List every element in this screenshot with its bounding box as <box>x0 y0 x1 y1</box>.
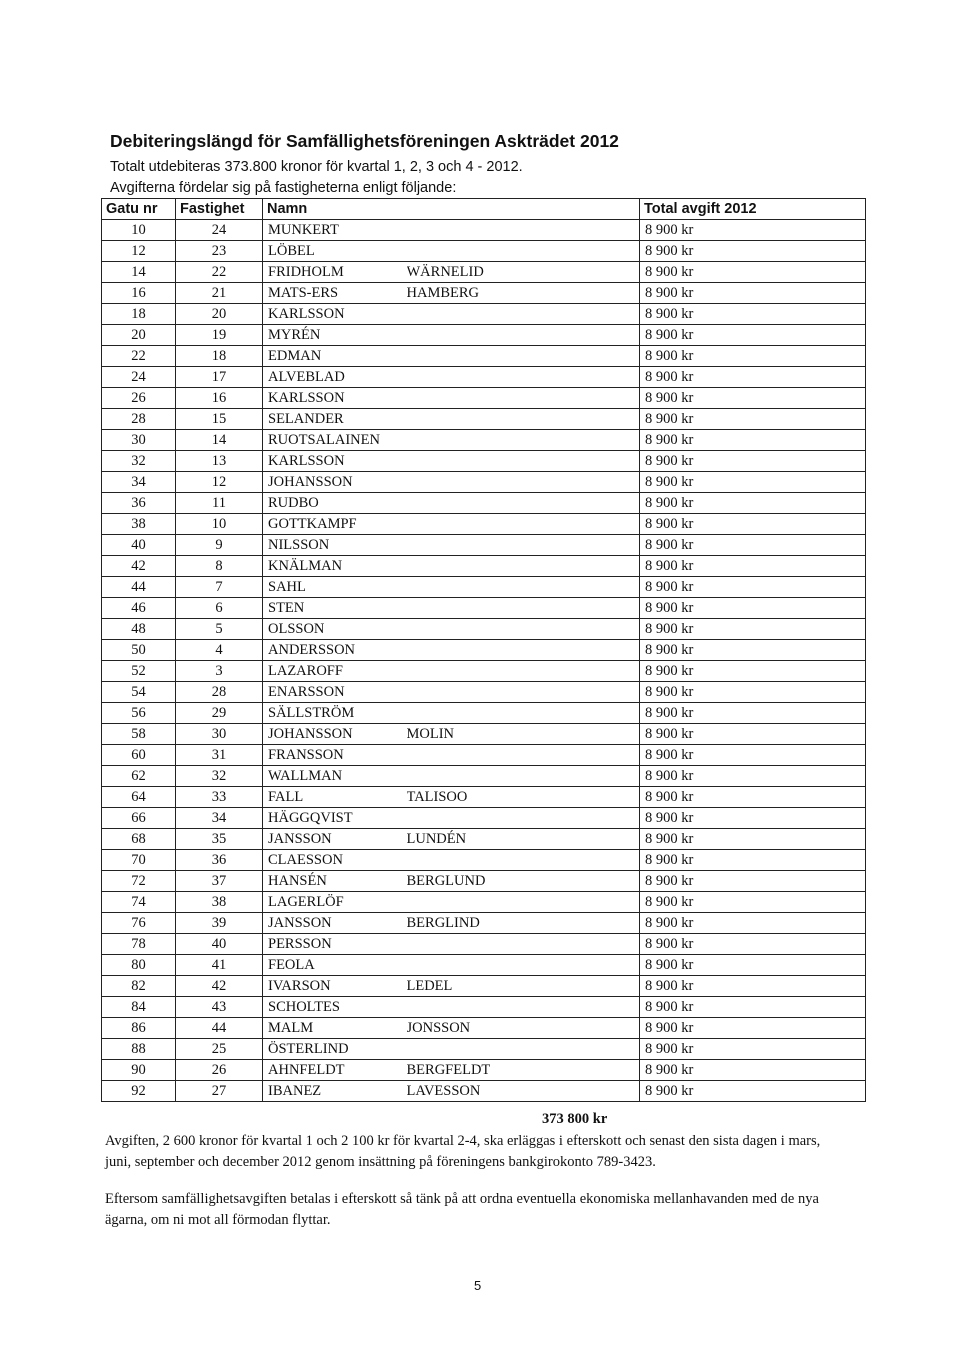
cell-avgift: 8 900 kr <box>640 472 866 493</box>
column-header-gatu-nr: Gatu nr <box>102 199 176 220</box>
cell-namn-second: BERGLUND <box>407 871 640 892</box>
table-row <box>102 850 866 871</box>
cell-gatu-nr: 64 <box>102 787 176 808</box>
cell-fastighet: 21 <box>176 283 263 304</box>
table-row <box>102 745 866 766</box>
cell-gatu-nr: 74 <box>102 892 176 913</box>
cell-avgift: 8 900 kr <box>640 787 866 808</box>
cell-gatu-nr: 36 <box>102 493 176 514</box>
cell-namn: KARLSSON <box>263 304 407 325</box>
table-row <box>102 892 866 913</box>
cell-gatu-nr: 16 <box>102 283 176 304</box>
cell-fastighet: 33 <box>176 787 263 808</box>
cell-avgift: 8 900 kr <box>640 808 866 829</box>
cell-avgift: 8 900 kr <box>640 1081 866 1102</box>
cell-namn-second: LAVESSON <box>407 1081 640 1102</box>
cell-namn-second <box>407 745 640 766</box>
cell-gatu-nr: 72 <box>102 871 176 892</box>
cell-fastighet: 44 <box>176 1018 263 1039</box>
cell-namn-second <box>407 325 640 346</box>
cell-gatu-nr: 26 <box>102 388 176 409</box>
cell-namn-second: MOLIN <box>407 724 640 745</box>
table-row <box>102 934 866 955</box>
table-row <box>102 724 866 745</box>
cell-namn-second <box>407 304 640 325</box>
table-row <box>102 808 866 829</box>
cell-fastighet: 4 <box>176 640 263 661</box>
cell-avgift: 8 900 kr <box>640 367 866 388</box>
cell-avgift: 8 900 kr <box>640 535 866 556</box>
cell-fastighet: 18 <box>176 346 263 367</box>
cell-gatu-nr: 44 <box>102 577 176 598</box>
cell-fastighet: 8 <box>176 556 263 577</box>
table-row <box>102 1060 866 1081</box>
cell-namn: MATS-ERS <box>263 283 407 304</box>
cell-avgift: 8 900 kr <box>640 325 866 346</box>
cell-namn: JOHANSSON <box>263 472 407 493</box>
cell-avgift: 8 900 kr <box>640 598 866 619</box>
table-row <box>102 262 866 283</box>
cell-gatu-nr: 50 <box>102 640 176 661</box>
cell-fastighet: 10 <box>176 514 263 535</box>
cell-namn: JANSSON <box>263 913 407 934</box>
cell-fastighet: 14 <box>176 430 263 451</box>
table-row <box>102 577 866 598</box>
total-summary-line: Totalt utdebiteras 373.800 kronor för kvartal 1, 2, 3 och 4 - 2012. <box>110 159 523 175</box>
cell-avgift: 8 900 kr <box>640 430 866 451</box>
cell-namn-second <box>407 766 640 787</box>
column-header-namn: Namn <box>263 199 407 220</box>
cell-namn: KARLSSON <box>263 451 407 472</box>
cell-namn-second <box>407 682 640 703</box>
cell-namn-second: BERGLIND <box>407 913 640 934</box>
cell-namn: RUDBO <box>263 493 407 514</box>
cell-namn: KARLSSON <box>263 388 407 409</box>
cell-namn-second <box>407 535 640 556</box>
table-row <box>102 346 866 367</box>
cell-namn: KNÄLMAN <box>263 556 407 577</box>
cell-namn: JOHANSSON <box>263 724 407 745</box>
table-row <box>102 871 866 892</box>
cell-avgift: 8 900 kr <box>640 766 866 787</box>
table-row <box>102 220 866 241</box>
cell-namn: HANSÉN <box>263 871 407 892</box>
cell-avgift: 8 900 kr <box>640 724 866 745</box>
cell-gatu-nr: 42 <box>102 556 176 577</box>
table-row <box>102 388 866 409</box>
cell-gatu-nr: 30 <box>102 430 176 451</box>
moving-notice: Eftersom samfällighetsavgiften betalas i efterskott så tänk på att ordna eventuella ekonomiska mellanhavanden med de nya ägarna, om ni mot all förmodan flyttar. <box>105 1191 819 1228</box>
cell-namn-second <box>407 451 640 472</box>
cell-namn: ANDERSSON <box>263 640 407 661</box>
cell-namn: SAHL <box>263 577 407 598</box>
table-row <box>102 556 866 577</box>
cell-namn: WALLMAN <box>263 766 407 787</box>
cell-fastighet: 3 <box>176 661 263 682</box>
table-row <box>102 1081 866 1102</box>
cell-namn: IBANEZ <box>263 1081 407 1102</box>
table-row <box>102 703 866 724</box>
cell-avgift: 8 900 kr <box>640 934 866 955</box>
cell-namn-second <box>407 598 640 619</box>
cell-gatu-nr: 34 <box>102 472 176 493</box>
cell-namn: ÖSTERLIND <box>263 1039 407 1060</box>
cell-fastighet: 43 <box>176 997 263 1018</box>
document-title: Debiteringslängd för Samfällighetsföreningen Askträdet 2012 <box>110 131 619 151</box>
table-row <box>102 514 866 535</box>
cell-avgift: 8 900 kr <box>640 262 866 283</box>
cell-fastighet: 39 <box>176 913 263 934</box>
cell-gatu-nr: 46 <box>102 598 176 619</box>
cell-namn-second <box>407 892 640 913</box>
cell-namn: GOTTKAMPF <box>263 514 407 535</box>
cell-avgift: 8 900 kr <box>640 283 866 304</box>
table-row <box>102 1018 866 1039</box>
table-row <box>102 367 866 388</box>
table-row <box>102 598 866 619</box>
cell-namn-second <box>407 556 640 577</box>
cell-namn: LAZAROFF <box>263 661 407 682</box>
cell-namn-second: JONSSON <box>407 1018 640 1039</box>
cell-gatu-nr: 90 <box>102 1060 176 1081</box>
cell-gatu-nr: 78 <box>102 934 176 955</box>
cell-namn-second <box>407 1039 640 1060</box>
cell-fastighet: 40 <box>176 934 263 955</box>
cell-namn-second <box>407 472 640 493</box>
table-row <box>102 976 866 997</box>
table-row <box>102 682 866 703</box>
cell-namn-second: BERGFELDT <box>407 1060 640 1081</box>
cell-avgift: 8 900 kr <box>640 556 866 577</box>
table-header-row <box>102 199 866 220</box>
cell-namn-second <box>407 346 640 367</box>
cell-namn-second <box>407 430 640 451</box>
cell-namn: CLAESSON <box>263 850 407 871</box>
cell-namn-second <box>407 703 640 724</box>
table-row <box>102 829 866 850</box>
table-row <box>102 325 866 346</box>
cell-gatu-nr: 56 <box>102 703 176 724</box>
cell-namn-second <box>407 850 640 871</box>
cell-namn: FEOLA <box>263 955 407 976</box>
cell-gatu-nr: 60 <box>102 745 176 766</box>
cell-avgift: 8 900 kr <box>640 892 866 913</box>
cell-namn: LÖBEL <box>263 241 407 262</box>
cell-avgift: 8 900 kr <box>640 304 866 325</box>
cell-gatu-nr: 66 <box>102 808 176 829</box>
cell-fastighet: 7 <box>176 577 263 598</box>
cell-gatu-nr: 32 <box>102 451 176 472</box>
column-header-blank <box>407 199 640 220</box>
cell-avgift: 8 900 kr <box>640 346 866 367</box>
table-row <box>102 451 866 472</box>
cell-avgift: 8 900 kr <box>640 451 866 472</box>
cell-fastighet: 24 <box>176 220 263 241</box>
cell-gatu-nr: 12 <box>102 241 176 262</box>
cell-gatu-nr: 88 <box>102 1039 176 1060</box>
cell-avgift: 8 900 kr <box>640 703 866 724</box>
cell-fastighet: 16 <box>176 388 263 409</box>
cell-gatu-nr: 10 <box>102 220 176 241</box>
cell-namn: STEN <box>263 598 407 619</box>
cell-fastighet: 17 <box>176 367 263 388</box>
cell-gatu-nr: 24 <box>102 367 176 388</box>
cell-fastighet: 13 <box>176 451 263 472</box>
cell-fastighet: 38 <box>176 892 263 913</box>
cell-gatu-nr: 18 <box>102 304 176 325</box>
cell-avgift: 8 900 kr <box>640 997 866 1018</box>
cell-gatu-nr: 82 <box>102 976 176 997</box>
cell-namn: SCHOLTES <box>263 997 407 1018</box>
cell-avgift: 8 900 kr <box>640 1060 866 1081</box>
cell-namn: MUNKERT <box>263 220 407 241</box>
cell-fastighet: 26 <box>176 1060 263 1081</box>
table-row <box>102 472 866 493</box>
cell-gatu-nr: 48 <box>102 619 176 640</box>
cell-avgift: 8 900 kr <box>640 1018 866 1039</box>
cell-avgift: 8 900 kr <box>640 1039 866 1060</box>
cell-namn-second <box>407 640 640 661</box>
cell-avgift: 8 900 kr <box>640 913 866 934</box>
cell-avgift: 8 900 kr <box>640 640 866 661</box>
cell-fastighet: 29 <box>176 703 263 724</box>
table-row <box>102 409 866 430</box>
cell-namn-second: LEDEL <box>407 976 640 997</box>
cell-avgift: 8 900 kr <box>640 850 866 871</box>
cell-gatu-nr: 92 <box>102 1081 176 1102</box>
cell-fastighet: 25 <box>176 1039 263 1060</box>
table-row <box>102 283 866 304</box>
cell-namn-second <box>407 808 640 829</box>
cell-namn-second <box>407 409 640 430</box>
table-row <box>102 955 866 976</box>
cell-namn: PERSSON <box>263 934 407 955</box>
cell-avgift: 8 900 kr <box>640 577 866 598</box>
table-row <box>102 661 866 682</box>
cell-fastighet: 27 <box>176 1081 263 1102</box>
cell-gatu-nr: 86 <box>102 1018 176 1039</box>
cell-avgift: 8 900 kr <box>640 829 866 850</box>
payment-instructions: Avgiften, 2 600 kronor för kvartal 1 och 2 100 kr för kvartal 2-4, ska erläggas i efterskott och senast den sista dagen i mars, juni, september och december 2012 genom insättning på föreningens bankgirokonto 789-3423. <box>105 1133 821 1170</box>
cell-avgift: 8 900 kr <box>640 955 866 976</box>
page-number: 5 <box>474 1278 482 1293</box>
cell-gatu-nr: 38 <box>102 514 176 535</box>
table-row <box>102 640 866 661</box>
cell-namn-second <box>407 661 640 682</box>
cell-gatu-nr: 52 <box>102 661 176 682</box>
cell-gatu-nr: 14 <box>102 262 176 283</box>
cell-namn-second <box>407 577 640 598</box>
cell-fastighet: 15 <box>176 409 263 430</box>
cell-avgift: 8 900 kr <box>640 388 866 409</box>
cell-avgift: 8 900 kr <box>640 514 866 535</box>
cell-namn: SÄLLSTRÖM <box>263 703 407 724</box>
cell-namn-second <box>407 388 640 409</box>
cell-namn: HÄGGQVIST <box>263 808 407 829</box>
grand-total: 373 800 kr <box>542 1111 608 1127</box>
table-body <box>102 220 866 1102</box>
cell-fastighet: 30 <box>176 724 263 745</box>
column-header-fastighet: Fastighet <box>176 199 263 220</box>
table-row <box>102 535 866 556</box>
cell-avgift: 8 900 kr <box>640 661 866 682</box>
table-row <box>102 430 866 451</box>
cell-namn: IVARSON <box>263 976 407 997</box>
table-row <box>102 1039 866 1060</box>
cell-namn-second <box>407 934 640 955</box>
cell-avgift: 8 900 kr <box>640 409 866 430</box>
table-row <box>102 913 866 934</box>
cell-gatu-nr: 68 <box>102 829 176 850</box>
cell-gatu-nr: 58 <box>102 724 176 745</box>
cell-fastighet: 19 <box>176 325 263 346</box>
cell-namn: FALL <box>263 787 407 808</box>
cell-fastighet: 20 <box>176 304 263 325</box>
table-row <box>102 619 866 640</box>
table-row <box>102 304 866 325</box>
table-row <box>102 766 866 787</box>
cell-namn-second: TALISOO <box>407 787 640 808</box>
cell-namn-second <box>407 220 640 241</box>
distribution-intro-line: Avgifterna fördelar sig på fastigheterna enligt följande: <box>110 180 457 196</box>
cell-fastighet: 34 <box>176 808 263 829</box>
cell-gatu-nr: 70 <box>102 850 176 871</box>
cell-namn-second <box>407 955 640 976</box>
cell-namn-second <box>407 514 640 535</box>
cell-namn: ENARSSON <box>263 682 407 703</box>
cell-namn-second: WÄRNELID <box>407 262 640 283</box>
cell-fastighet: 37 <box>176 871 263 892</box>
cell-namn: JANSSON <box>263 829 407 850</box>
cell-namn-second <box>407 997 640 1018</box>
cell-namn: NILSSON <box>263 535 407 556</box>
cell-fastighet: 28 <box>176 682 263 703</box>
table-row <box>102 997 866 1018</box>
cell-fastighet: 9 <box>176 535 263 556</box>
cell-avgift: 8 900 kr <box>640 619 866 640</box>
cell-avgift: 8 900 kr <box>640 745 866 766</box>
fee-table <box>101 198 866 1102</box>
cell-fastighet: 36 <box>176 850 263 871</box>
column-header-total-avgift: Total avgift 2012 <box>640 199 866 220</box>
cell-namn: MALM <box>263 1018 407 1039</box>
cell-fastighet: 22 <box>176 262 263 283</box>
cell-namn: AHNFELDT <box>263 1060 407 1081</box>
table-row <box>102 241 866 262</box>
cell-gatu-nr: 28 <box>102 409 176 430</box>
cell-fastighet: 42 <box>176 976 263 997</box>
cell-fastighet: 5 <box>176 619 263 640</box>
cell-namn: ALVEBLAD <box>263 367 407 388</box>
cell-namn: FRIDHOLM <box>263 262 407 283</box>
cell-gatu-nr: 40 <box>102 535 176 556</box>
cell-fastighet: 12 <box>176 472 263 493</box>
cell-namn: SELANDER <box>263 409 407 430</box>
cell-namn: OLSSON <box>263 619 407 640</box>
cell-fastighet: 31 <box>176 745 263 766</box>
table-row <box>102 493 866 514</box>
cell-namn-second <box>407 241 640 262</box>
cell-avgift: 8 900 kr <box>640 871 866 892</box>
cell-namn-second <box>407 493 640 514</box>
cell-avgift: 8 900 kr <box>640 241 866 262</box>
cell-fastighet: 6 <box>176 598 263 619</box>
cell-gatu-nr: 22 <box>102 346 176 367</box>
table-row <box>102 787 866 808</box>
cell-gatu-nr: 62 <box>102 766 176 787</box>
cell-gatu-nr: 76 <box>102 913 176 934</box>
cell-namn: FRANSSON <box>263 745 407 766</box>
cell-fastighet: 32 <box>176 766 263 787</box>
cell-namn: LAGERLÖF <box>263 892 407 913</box>
cell-fastighet: 41 <box>176 955 263 976</box>
cell-fastighet: 23 <box>176 241 263 262</box>
cell-gatu-nr: 80 <box>102 955 176 976</box>
cell-gatu-nr: 54 <box>102 682 176 703</box>
cell-namn-second: LUNDÉN <box>407 829 640 850</box>
cell-namn: EDMAN <box>263 346 407 367</box>
cell-fastighet: 35 <box>176 829 263 850</box>
cell-avgift: 8 900 kr <box>640 493 866 514</box>
cell-avgift: 8 900 kr <box>640 976 866 997</box>
cell-namn-second: HAMBERG <box>407 283 640 304</box>
cell-namn: MYRÉN <box>263 325 407 346</box>
cell-gatu-nr: 20 <box>102 325 176 346</box>
cell-fastighet: 11 <box>176 493 263 514</box>
cell-namn-second <box>407 367 640 388</box>
cell-namn: RUOTSALAINEN <box>263 430 407 451</box>
cell-avgift: 8 900 kr <box>640 682 866 703</box>
cell-gatu-nr: 84 <box>102 997 176 1018</box>
cell-namn-second <box>407 619 640 640</box>
cell-avgift: 8 900 kr <box>640 220 866 241</box>
